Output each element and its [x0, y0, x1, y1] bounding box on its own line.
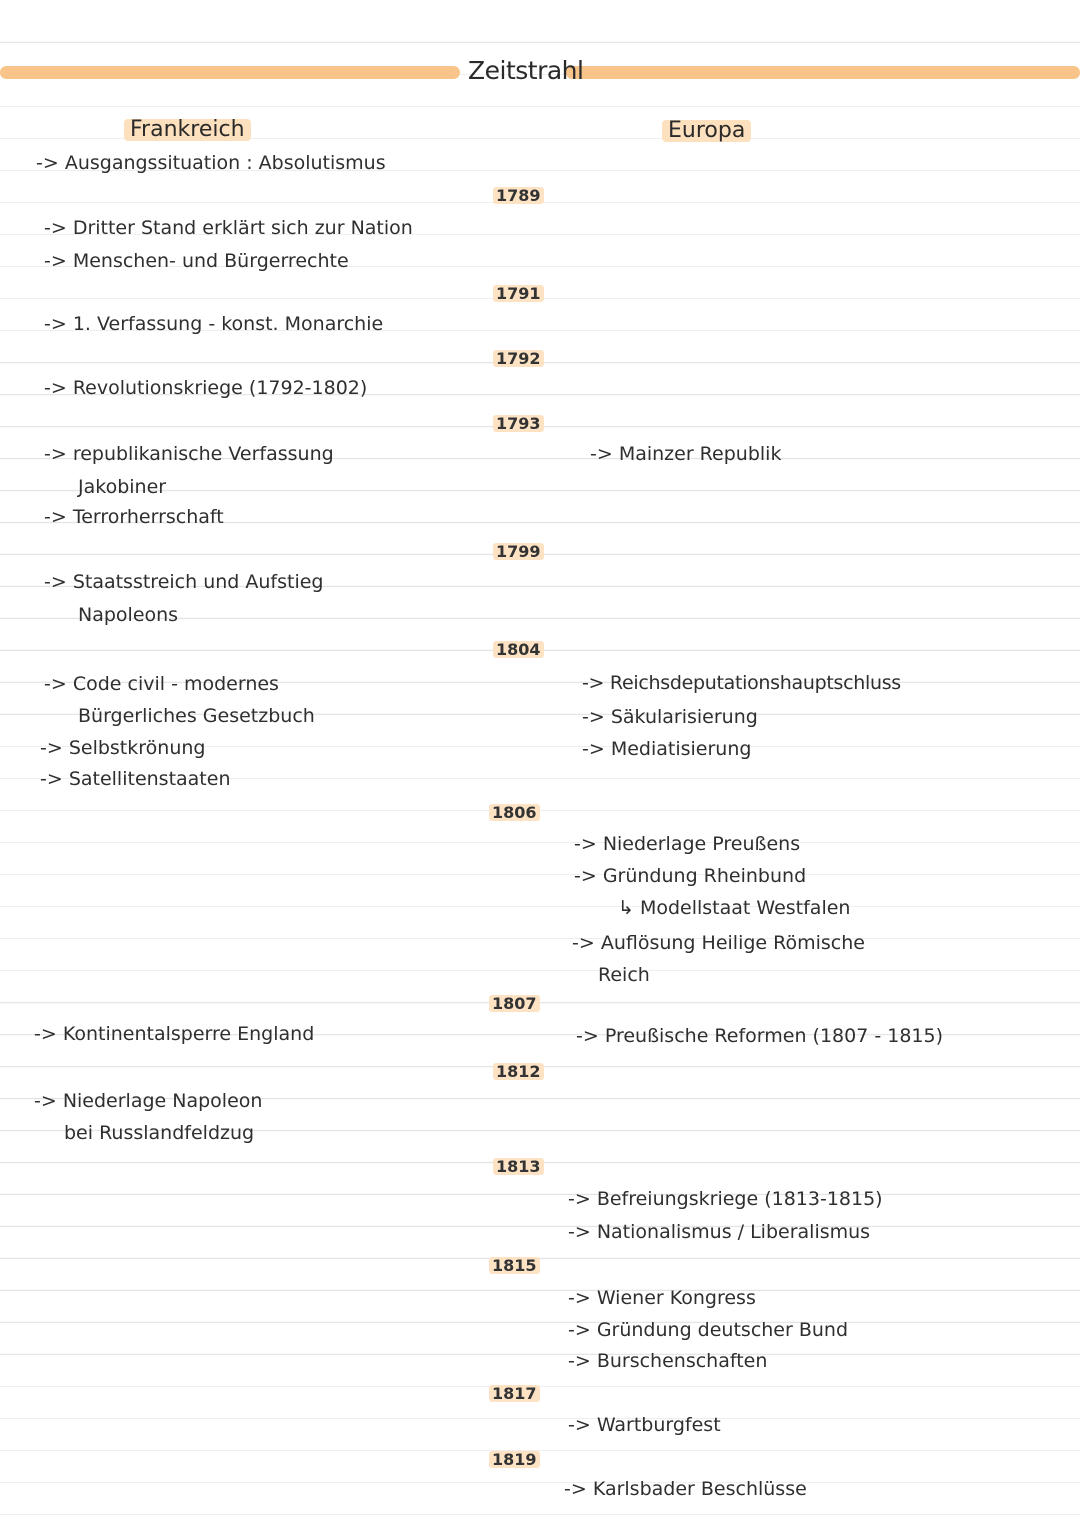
note-europa: -> Nationalismus / Liberalismus	[568, 1221, 871, 1243]
note-frankreich: -> Menschen- und Bürgerrechte	[44, 250, 349, 272]
note-europa: -> Gründung Rheinbund	[574, 865, 807, 887]
note-europa: -> Wiener Kongress	[568, 1287, 756, 1309]
note-frankreich: -> Kontinentalsperre England	[34, 1023, 315, 1045]
note-frankreich: -> Code civil - modernes	[44, 673, 279, 695]
note-frankreich: -> Dritter Stand erklärt sich zur Nation	[44, 217, 413, 239]
note-europa: -> Niederlage Preußens	[574, 833, 801, 855]
note-frankreich: Bürgerliches Gesetzbuch	[78, 705, 315, 727]
note-frankreich: Jakobiner	[78, 476, 167, 498]
year-label: 1807	[489, 995, 540, 1012]
note-frankreich: Napoleons	[78, 604, 179, 626]
year-label: 1799	[493, 543, 544, 560]
year-label: 1793	[493, 415, 544, 432]
year-label: 1804	[493, 641, 544, 658]
title-bar-left	[0, 66, 460, 79]
note-frankreich: -> 1. Verfassung - konst. Monarchie	[44, 313, 384, 335]
note-europa: -> Preußische Reformen (1807 - 1815)	[576, 1025, 944, 1047]
note-europa: -> Mainzer Republik	[590, 443, 782, 465]
note-frankreich: -> Staatsstreich und Aufstieg	[44, 571, 324, 593]
note-europa: ↳ Modellstaat Westfalen	[618, 897, 851, 919]
note-frankreich: -> Selbstkrönung	[40, 737, 206, 759]
note-frankreich: -> Revolutionskriege (1792-1802)	[44, 377, 368, 399]
year-label: 1812	[493, 1063, 544, 1080]
year-label: 1789	[493, 187, 544, 204]
note-frankreich: -> republikanische Verfassung	[44, 443, 334, 465]
year-label: 1815	[489, 1257, 540, 1274]
note-europa: -> Reichsdeputationshauptschluss	[582, 672, 901, 694]
note-europa: -> Mediatisierung	[582, 738, 752, 760]
note-frankreich: -> Niederlage Napoleon	[34, 1090, 263, 1112]
note-frankreich: -> Ausgangssituation : Absolutismus	[36, 152, 386, 174]
note-frankreich: -> Satellitenstaaten	[40, 768, 231, 790]
note-frankreich: -> Terrorherrschaft	[44, 506, 224, 528]
note-frankreich: bei Russlandfeldzug	[64, 1122, 255, 1144]
note-europa: -> Wartburgfest	[568, 1414, 721, 1436]
note-europa: -> Befreiungskriege (1813-1815)	[568, 1188, 883, 1210]
year-label: 1792	[493, 350, 544, 367]
note-europa: -> Auflösung Heilige Römische	[572, 932, 865, 954]
note-europa: -> Burschenschaften	[568, 1350, 768, 1372]
year-label: 1813	[493, 1158, 544, 1175]
page-title: Zeitstrahl	[468, 56, 584, 85]
year-label: 1806	[489, 804, 540, 821]
year-label: 1819	[489, 1451, 540, 1468]
year-label: 1817	[489, 1385, 540, 1402]
year-label: 1791	[493, 285, 544, 302]
title-bar-right	[566, 66, 1080, 79]
column-heading-europa: Europa	[662, 120, 751, 142]
note-europa: -> Karlsbader Beschlüsse	[564, 1478, 807, 1500]
note-europa: -> Säkularisierung	[582, 706, 758, 728]
note-europa: Reich	[598, 964, 650, 986]
note-europa: -> Gründung deutscher Bund	[568, 1319, 849, 1341]
column-heading-frankreich: Frankreich	[124, 119, 251, 141]
